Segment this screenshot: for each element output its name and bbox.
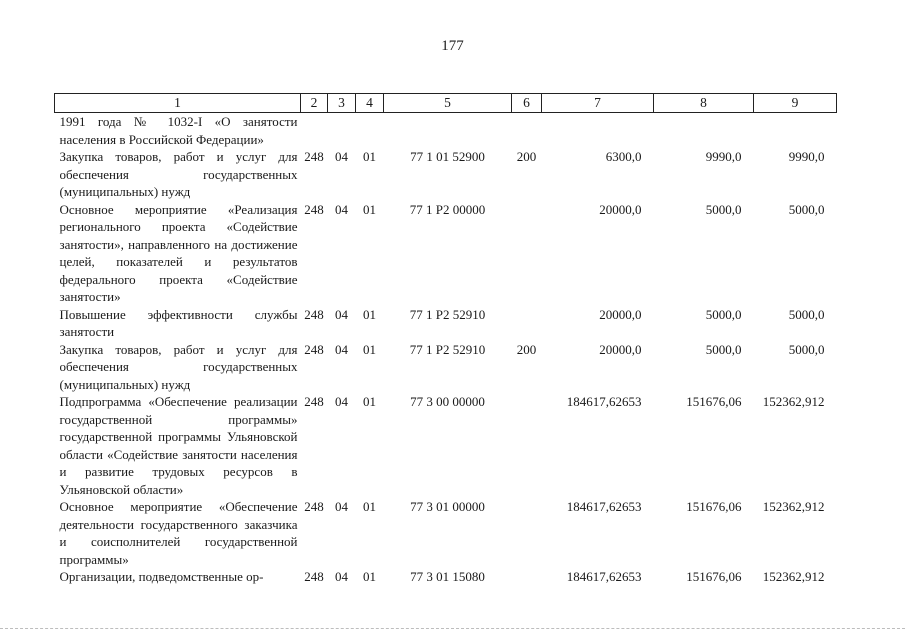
cell-c6: [512, 498, 542, 568]
cell-c2: 248: [304, 201, 324, 217]
cell-c8: 5000,0: [705, 341, 742, 357]
budget-table: [54, 93, 837, 586]
cell-c9: 152362,912: [762, 569, 825, 584]
cell-c2: 248: [304, 306, 324, 322]
table-row: [55, 393, 837, 498]
cell-c4: 01: [363, 394, 376, 409]
cell-c2: [301, 113, 328, 149]
col-header-8: 8: [654, 94, 754, 113]
cell-c8: 151676,06: [686, 394, 742, 409]
cell-c4: [356, 113, 384, 149]
col-header-5: 5: [384, 94, 512, 113]
page-number: 177: [441, 38, 464, 54]
cell-c8: 5000,0: [705, 201, 742, 217]
cell-c3: 04: [335, 306, 348, 322]
cell-c3: 04: [335, 341, 348, 357]
cell-c5: 77 1 P2 52910: [409, 341, 486, 357]
cell-c7: 184617,62653: [566, 569, 642, 584]
cell-c5: 77 3 01 15080: [410, 569, 485, 584]
row-name: Закупка товаров, работ и услуг для обеспечения государственных (муниципальных) нужд: [59, 149, 298, 199]
cell-c2: 248: [304, 149, 324, 164]
row-name: Повышение эффективности службы занятости: [59, 306, 298, 339]
table-row: [55, 306, 837, 341]
col-header-9: 9: [754, 94, 837, 113]
table-row: [55, 201, 837, 306]
cell-c7: 20000,0: [599, 201, 642, 217]
row-name: Организации, подведомственные ор-: [59, 569, 264, 584]
table-row: [55, 498, 837, 568]
cell-c4: 01: [363, 569, 376, 584]
cell-c5: 77 1 01 52900: [410, 149, 485, 164]
cell-c4: 01: [363, 201, 376, 217]
cell-c7: 184617,62653: [566, 394, 642, 409]
cell-c9: 5000,0: [788, 201, 825, 217]
row-name: Основное мероприятие «Обеспечение деятельности государственного заказчика и соисполнителей государственной программы»: [59, 499, 298, 567]
cell-c2: 248: [304, 569, 324, 584]
col-header-4: 4: [356, 94, 384, 113]
row-name: 1991 года № 1032-I «О занятости населения в Российской Федерации»: [59, 114, 298, 147]
cell-c9: 5000,0: [788, 306, 825, 322]
cell-c8: 151676,06: [686, 499, 742, 514]
row-name: Основное мероприятие «Реализация регионального проекта «Содействие занятости», направленного на достижение целей, показателей и результатов федерального проекта «Содействие занятости»: [59, 201, 298, 304]
table-row: [55, 341, 837, 394]
cell-c9: 152362,912: [762, 499, 825, 514]
cell-c4: 01: [363, 341, 376, 357]
cell-c4: 01: [363, 306, 376, 322]
cell-c9: 5000,0: [788, 341, 825, 357]
cell-c6: [512, 201, 542, 306]
row-name: Подпрограмма «Обеспечение реализации государственной программы» государственной программы Ульяновской области «Содействие занятости населения и развитие трудовых ресурсов в Ульяновской области»: [59, 394, 298, 497]
cell-c8: 5000,0: [705, 306, 742, 322]
cell-c5: 77 1 P2 00000: [409, 201, 486, 217]
cell-c8: 151676,06: [686, 569, 742, 584]
table-row: [55, 568, 837, 586]
cell-c3: 04: [335, 394, 348, 409]
cell-c2: 248: [304, 394, 324, 409]
cell-c7: 20000,0: [599, 341, 642, 357]
cell-c9: 152362,912: [762, 394, 825, 409]
col-header-2: 2: [301, 94, 328, 113]
cell-c6: 200: [516, 341, 537, 357]
cell-c8: 9990,0: [705, 149, 742, 164]
table-row: [55, 113, 837, 149]
cell-c9: 9990,0: [788, 149, 825, 164]
cell-c2: 248: [304, 341, 324, 357]
cell-c8: [654, 113, 754, 149]
cell-c3: [328, 113, 356, 149]
cell-c5: 77 1 P2 52910: [409, 306, 486, 322]
cell-c3: 04: [335, 201, 348, 217]
cell-c7: 20000,0: [599, 306, 642, 322]
cell-c5: 77 3 00 00000: [410, 394, 485, 409]
table-row: [55, 148, 837, 201]
cell-c7: 184617,62653: [566, 499, 642, 514]
cell-c4: 01: [363, 499, 376, 514]
cell-c2: 248: [304, 499, 324, 514]
col-header-6: 6: [512, 94, 542, 113]
cell-c6: [512, 113, 542, 149]
scan-edge-divider: [0, 628, 905, 629]
cell-c3: 04: [335, 499, 348, 514]
cell-c7: [542, 113, 654, 149]
col-header-1: 1: [55, 94, 301, 113]
cell-c4: 01: [363, 149, 376, 164]
header-row: [55, 94, 837, 113]
cell-c6: [512, 393, 542, 498]
cell-c6: [512, 306, 542, 341]
cell-c6: [512, 568, 542, 586]
col-header-7: 7: [542, 94, 654, 113]
cell-c7: 6300,0: [605, 149, 642, 164]
col-header-3: 3: [328, 94, 356, 113]
cell-c3: 04: [335, 149, 348, 164]
cell-c5: 77 3 01 00000: [410, 499, 485, 514]
cell-c9: [754, 113, 837, 149]
cell-c3: 04: [335, 569, 348, 584]
row-name: Закупка товаров, работ и услуг для обеспечения государственных (муниципальных) нужд: [59, 341, 298, 392]
cell-c5: [384, 113, 512, 149]
cell-c6: 200: [516, 149, 537, 164]
